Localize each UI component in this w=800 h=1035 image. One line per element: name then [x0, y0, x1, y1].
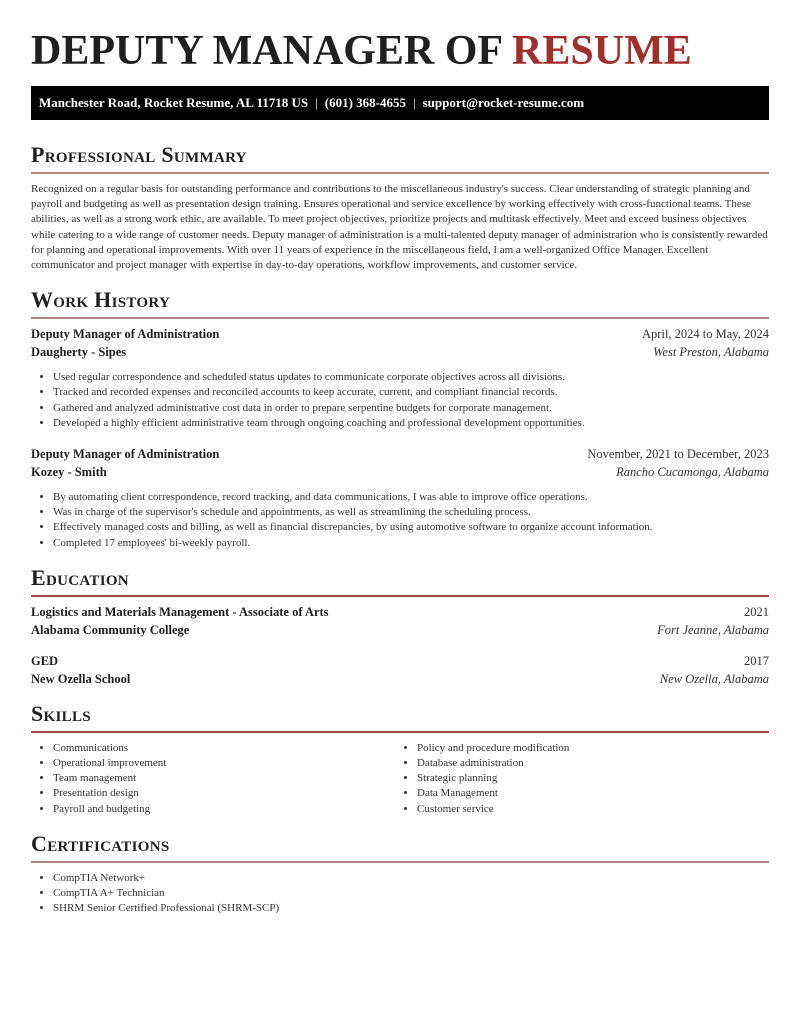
title-accent: RESUME — [512, 28, 692, 74]
education-degree: Logistics and Materials Management - Associate of Arts — [31, 604, 329, 619]
education-entry — [31, 654, 769, 687]
job-company: Kozey - Smith — [31, 465, 107, 480]
education-location: New Ozella, Alabama — [659, 671, 769, 686]
education-entry — [31, 605, 769, 638]
job-bullet: • By automating client correspondence, record tracking, and data communications, I was able to improve office operations. — [53, 490, 769, 505]
certification-item: • CompTIA A+ Technician — [53, 886, 769, 901]
job-company: Daugherty - Sipes — [31, 345, 127, 360]
skills-heading: Skills — [31, 700, 91, 726]
skill-item: • Presentation design — [53, 786, 393, 801]
contact-separator: | — [315, 95, 318, 110]
job-location: West Preston, Alabama — [653, 345, 769, 360]
skills-list-right — [393, 741, 757, 817]
job-title: Deputy Manager of Administration — [31, 447, 220, 462]
contact-email: support@rocket-resume.com — [422, 95, 585, 110]
education-heading: Education — [31, 564, 129, 590]
certifications-heading: Certifications — [31, 830, 170, 856]
skill-item: • Operational improvement — [53, 756, 393, 771]
job-bullet: • Used regular correspondence and scheduled status updates to communicate corporate objectives across all divisions. — [53, 370, 769, 385]
work-history-heading: Work History — [31, 287, 171, 313]
certification-item: • CompTIA Network+ — [53, 871, 769, 886]
summary-text: Recognized on a regular basis for outstanding performance and contributions to the miscellaneous industry's success. Clear understanding of strategic planning and payroll and budgeting as well as presentation design training. Ensures operational and service excellence by working effectively with cross-functional teams. These abilities, as well as a strong work ethic, are available. To meet project objectives, prioritize projects and multitask effectively. Meet and exceed business objectives while catering to a wide range of customer needs. Deputy manager of administration is a multi-talented deputy manager of administration who is consistently rewarded for planning and operational improvements. With over 11 years of experience in the miscellaneous field, I am a well-organized Office Manager. Excellent communicator and project manager with expertise in day-to-day operations, workflow improvements, and customer service. — [31, 183, 768, 272]
job-entry — [31, 447, 769, 551]
section-divider — [31, 731, 769, 733]
skill-item: • Payroll and budgeting — [53, 802, 393, 817]
job-title: Deputy Manager of Administration — [31, 327, 220, 342]
skills-list-left — [31, 741, 393, 817]
section-divider — [31, 595, 769, 597]
education-school: New Ozella School — [31, 671, 131, 686]
skills-section — [31, 701, 769, 817]
job-dates: November, 2021 to December, 2023 — [587, 447, 769, 462]
certifications-list — [31, 871, 769, 917]
section-divider — [31, 172, 769, 174]
job-location: Rancho Cucamonga, Alabama — [616, 465, 769, 480]
work-history-section — [31, 287, 769, 551]
section-divider — [31, 861, 769, 863]
job-dates: April, 2024 to May, 2024 — [642, 327, 769, 342]
contact-separator: | — [413, 95, 416, 110]
job-bullets — [31, 370, 769, 431]
education-school: Alabama Community College — [31, 622, 190, 637]
job-bullet: • Was in charge of the supervisor's schedule and appointments, as well as streamlining the scheduling process. — [53, 505, 769, 520]
skills-columns — [31, 741, 769, 817]
education-location: Fort Jeanne, Alabama — [657, 622, 769, 637]
skill-item: • Policy and procedure modification — [417, 741, 757, 756]
title-main: DEPUTY MANAGER OF — [31, 28, 502, 74]
job-bullet: • Gathered and analyzed administrative cost data in order to prepare serpentine budgets for corporate management. — [53, 401, 769, 416]
education-degree: GED — [31, 653, 59, 668]
contact-bar — [31, 86, 769, 120]
section-divider — [31, 317, 769, 319]
job-bullets — [31, 490, 769, 551]
job-entry — [31, 327, 769, 431]
skill-item: • Communications — [53, 741, 393, 756]
education-year: 2017 — [744, 653, 769, 668]
contact-address: Manchester Road, Rocket Resume, AL 11718 US — [39, 95, 309, 110]
summary-heading: Professional Summary — [31, 142, 247, 167]
skill-item: • Strategic planning — [417, 771, 757, 786]
certification-item: • SHRM Senior Certified Professional (SHRM-SCP) — [53, 901, 769, 916]
job-bullet: • Effectively managed costs and billing, as well as financial discrepancies, by using automotive software to organize account information. — [53, 520, 769, 535]
job-bullet: • Completed 17 employees' bi-weekly payroll. — [53, 536, 769, 551]
skill-item: • Team management — [53, 771, 393, 786]
job-bullet: • Developed a highly efficient administrative team through ongoing coaching and professional development opportunities. — [53, 416, 769, 431]
certifications-section — [31, 831, 769, 917]
summary-section — [31, 142, 769, 273]
skill-item: • Customer service — [417, 802, 757, 817]
skill-item: • Data Management — [417, 786, 757, 801]
education-section — [31, 565, 769, 687]
education-year: 2021 — [744, 604, 769, 619]
job-bullet: • Tracked and recorded expenses and reconciled accounts to keep accurate, current, and compliant financial records. — [53, 385, 769, 400]
resume-title — [31, 0, 769, 74]
skill-item: • Database administration — [417, 756, 757, 771]
contact-phone: (601) 368-4655 — [324, 95, 406, 110]
